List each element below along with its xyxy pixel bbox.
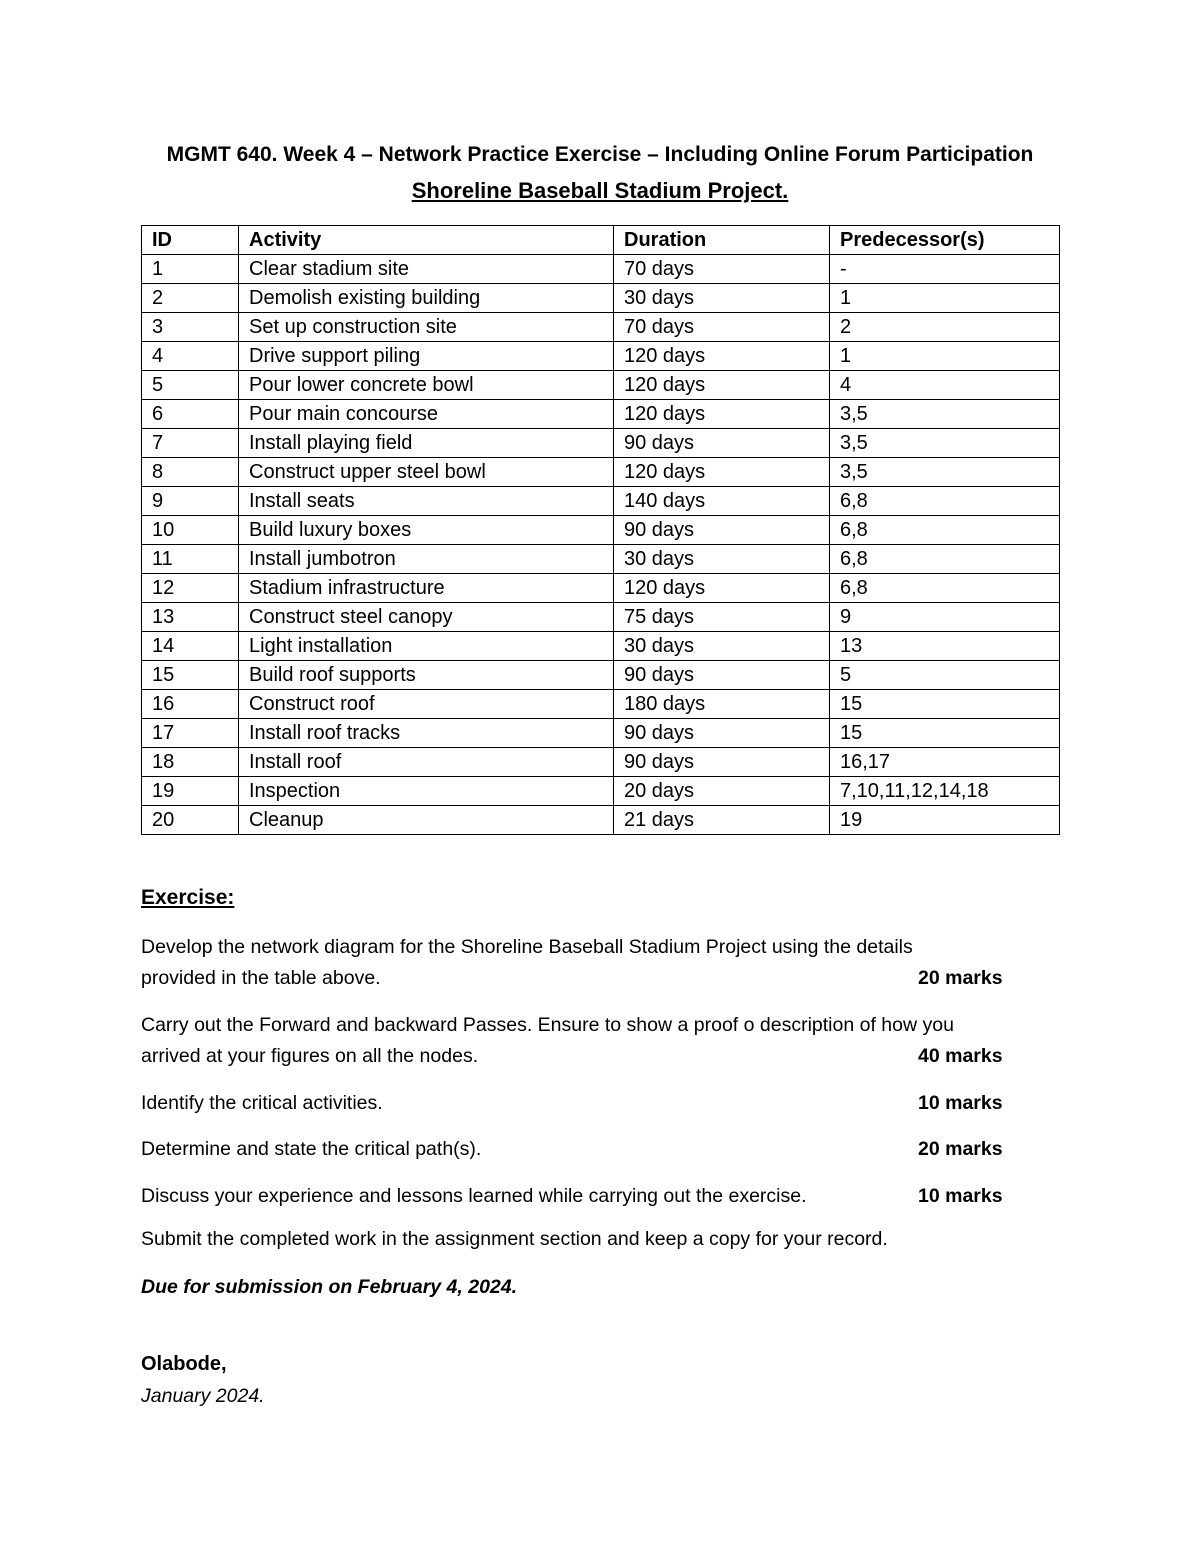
table-row: [142, 458, 1060, 487]
cell-activity: Clear stadium site: [239, 255, 614, 284]
column-header-activity: Activity: [239, 226, 614, 255]
cell-duration: 90 days: [614, 516, 830, 545]
task-text-line1: Determine and state the critical path(s).: [141, 1138, 482, 1160]
column-header-duration: Duration: [614, 226, 830, 255]
cell-id: 15: [142, 661, 239, 690]
signature-date: January 2024.: [141, 1385, 265, 1407]
cell-duration: 120 days: [614, 400, 830, 429]
cell-duration: 140 days: [614, 487, 830, 516]
table-row: [142, 313, 1060, 342]
cell-id: 16: [142, 690, 239, 719]
cell-id: 13: [142, 603, 239, 632]
table-row: [142, 545, 1060, 574]
cell-activity: Drive support piling: [239, 342, 614, 371]
task-marks: 10 marks: [918, 1092, 1003, 1114]
cell-predecessors: 6,8: [830, 487, 1060, 516]
cell-predecessors: 3,5: [830, 429, 1060, 458]
task-item: [141, 932, 1046, 994]
table-row: [142, 429, 1060, 458]
table-row: [142, 574, 1060, 603]
cell-predecessors: 5: [830, 661, 1060, 690]
cell-activity: Install seats: [239, 487, 614, 516]
cell-predecessors: 1: [830, 342, 1060, 371]
cell-duration: 20 days: [614, 777, 830, 806]
table-row: [142, 690, 1060, 719]
cell-activity: Set up construction site: [239, 313, 614, 342]
table-row: [142, 487, 1060, 516]
table-row: [142, 777, 1060, 806]
cell-id: 7: [142, 429, 239, 458]
task-text-line1: Identify the critical activities.: [141, 1092, 383, 1114]
task-text-line2: arrived at your figures on all the nodes.: [141, 1045, 479, 1067]
project-title: Shoreline Baseball Stadium Project.: [411, 178, 789, 203]
table-row: [142, 284, 1060, 313]
cell-predecessors: 16,17: [830, 748, 1060, 777]
table-row: [142, 342, 1060, 371]
table-body: [142, 255, 1060, 835]
task-marks: 40 marks: [918, 1045, 1003, 1067]
cell-duration: 90 days: [614, 661, 830, 690]
table-row: [142, 516, 1060, 545]
table-row: [142, 632, 1060, 661]
task-marks: 20 marks: [918, 967, 1003, 989]
cell-id: 8: [142, 458, 239, 487]
cell-duration: 120 days: [614, 458, 830, 487]
cell-id: 1: [142, 255, 239, 284]
cell-activity: Light installation: [239, 632, 614, 661]
cell-activity: Construct steel canopy: [239, 603, 614, 632]
cell-activity: Cleanup: [239, 806, 614, 835]
cell-duration: 120 days: [614, 574, 830, 603]
task-marks: 20 marks: [918, 1138, 1003, 1160]
cell-duration: 21 days: [614, 806, 830, 835]
cell-activity: Inspection: [239, 777, 614, 806]
cell-activity: Install jumbotron: [239, 545, 614, 574]
cell-predecessors: 2: [830, 313, 1060, 342]
cell-id: 10: [142, 516, 239, 545]
course-title: MGMT 640. Week 4 – Network Practice Exercise – Including Online Forum Participation: [166, 143, 1034, 166]
column-header-id: ID: [142, 226, 239, 255]
cell-id: 19: [142, 777, 239, 806]
cell-activity: Stadium infrastructure: [239, 574, 614, 603]
cell-duration: 70 days: [614, 313, 830, 342]
cell-duration: 30 days: [614, 632, 830, 661]
cell-predecessors: 1: [830, 284, 1060, 313]
cell-predecessors: 9: [830, 603, 1060, 632]
task-text-line1: Develop the network diagram for the Shoreline Baseball Stadium Project using the details: [141, 936, 913, 958]
cell-activity: Build roof supports: [239, 661, 614, 690]
cell-id: 6: [142, 400, 239, 429]
cell-id: 5: [142, 371, 239, 400]
table-row: [142, 661, 1060, 690]
task-text-line1: Discuss your experience and lessons learned while carrying out the exercise.: [141, 1185, 807, 1207]
cell-id: 4: [142, 342, 239, 371]
table-row: [142, 719, 1060, 748]
activity-table: [141, 225, 1060, 835]
submit-instruction: Submit the completed work in the assignment section and keep a copy for your record.: [141, 1228, 888, 1250]
cell-activity: Install playing field: [239, 429, 614, 458]
cell-duration: 70 days: [614, 255, 830, 284]
task-item: [141, 1010, 1046, 1072]
cell-predecessors: 15: [830, 719, 1060, 748]
cell-predecessors: 6,8: [830, 545, 1060, 574]
cell-predecessors: 6,8: [830, 574, 1060, 603]
cell-duration: 30 days: [614, 545, 830, 574]
exercise-heading: Exercise:: [141, 886, 235, 909]
cell-activity: Pour main concourse: [239, 400, 614, 429]
table-row: [142, 400, 1060, 429]
cell-duration: 120 days: [614, 342, 830, 371]
cell-id: 17: [142, 719, 239, 748]
cell-duration: 180 days: [614, 690, 830, 719]
cell-id: 12: [142, 574, 239, 603]
cell-predecessors: -: [830, 255, 1060, 284]
cell-activity: Construct upper steel bowl: [239, 458, 614, 487]
task-marks: 10 marks: [918, 1185, 1003, 1207]
cell-id: 20: [142, 806, 239, 835]
cell-predecessors: 6,8: [830, 516, 1060, 545]
cell-activity: Install roof: [239, 748, 614, 777]
cell-id: 11: [142, 545, 239, 574]
table-row: [142, 748, 1060, 777]
due-date: Due for submission on February 4, 2024.: [141, 1276, 518, 1298]
column-header-predecessors: Predecessor(s): [830, 226, 1060, 255]
cell-duration: 75 days: [614, 603, 830, 632]
cell-activity: Demolish existing building: [239, 284, 614, 313]
cell-id: 2: [142, 284, 239, 313]
cell-activity: Pour lower concrete bowl: [239, 371, 614, 400]
task-item: [141, 1181, 1046, 1212]
cell-id: 9: [142, 487, 239, 516]
table-row: [142, 371, 1060, 400]
table-header-row: [142, 226, 1060, 255]
cell-activity: Build luxury boxes: [239, 516, 614, 545]
cell-predecessors: 3,5: [830, 400, 1060, 429]
cell-predecessors: 15: [830, 690, 1060, 719]
table-row: [142, 603, 1060, 632]
cell-predecessors: 7,10,11,12,14,18: [830, 777, 1060, 806]
cell-duration: 90 days: [614, 748, 830, 777]
cell-duration: 120 days: [614, 371, 830, 400]
cell-predecessors: 13: [830, 632, 1060, 661]
task-text-line2: provided in the table above.: [141, 967, 381, 989]
cell-duration: 90 days: [614, 719, 830, 748]
cell-id: 14: [142, 632, 239, 661]
cell-duration: 30 days: [614, 284, 830, 313]
task-item: [141, 1134, 1046, 1165]
cell-predecessors: 19: [830, 806, 1060, 835]
cell-id: 18: [142, 748, 239, 777]
cell-activity: Construct roof: [239, 690, 614, 719]
task-text-line1: Carry out the Forward and backward Passes. Ensure to show a proof o description of how you: [141, 1014, 954, 1036]
table-row: [142, 806, 1060, 835]
cell-activity: Install roof tracks: [239, 719, 614, 748]
task-item: [141, 1088, 1046, 1119]
signature-name: Olabode,: [141, 1353, 227, 1375]
cell-predecessors: 4: [830, 371, 1060, 400]
table-row: [142, 255, 1060, 284]
cell-id: 3: [142, 313, 239, 342]
cell-duration: 90 days: [614, 429, 830, 458]
cell-predecessors: 3,5: [830, 458, 1060, 487]
